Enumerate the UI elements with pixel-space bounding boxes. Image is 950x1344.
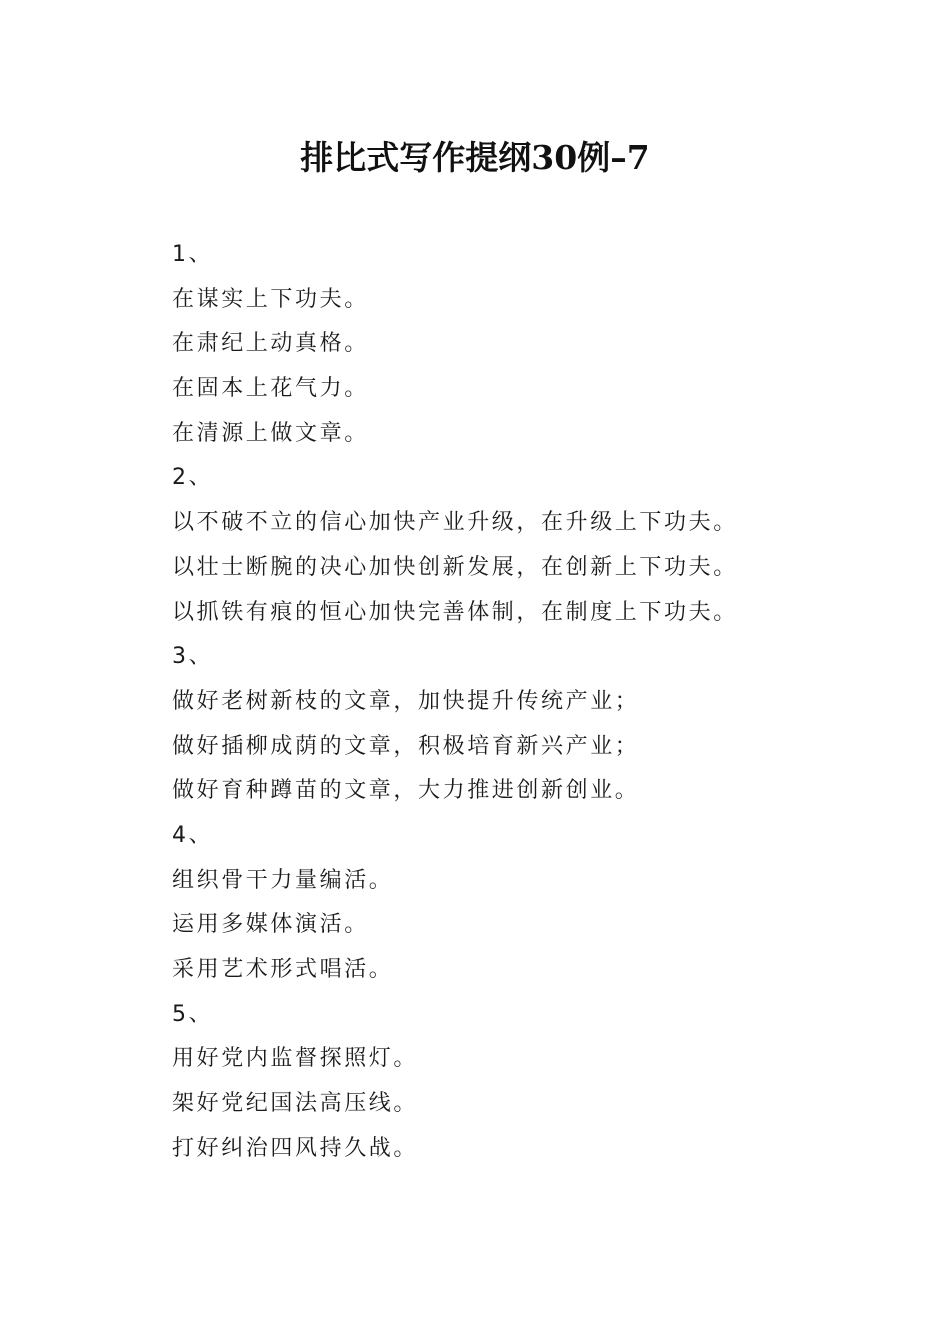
section-number: 3、 xyxy=(172,644,214,670)
text-line: 以抓铁有痕的恒心加快完善体制，在制度上下功夫。 xyxy=(172,599,738,625)
text-line: 用好党内监督探照灯。 xyxy=(172,1046,419,1072)
text-line: 在清源上做文章。 xyxy=(172,420,369,446)
section-number: 2、 xyxy=(172,465,214,491)
section-number: 4、 xyxy=(172,822,214,848)
text-line: 打好纠治四风持久战。 xyxy=(172,1135,419,1161)
text-line: 在固本上花气力。 xyxy=(172,376,369,402)
text-line: 在肃纪上动真格。 xyxy=(172,331,369,357)
text-line: 做好育种蹲苗的文章，大力推进创新创业。 xyxy=(172,778,640,804)
text-line: 采用艺术形式唱活。 xyxy=(172,957,394,982)
document-title: 排比式写作提纲30例–7 xyxy=(300,138,650,177)
text-line: 做好老树新枝的文章，加快提升传统产业； xyxy=(172,688,640,714)
text-line: 在谋实上下功夫。 xyxy=(172,286,369,312)
section-number: 5、 xyxy=(172,1001,214,1027)
text-line: 组织骨干力量编活。 xyxy=(172,867,394,893)
section-number: 1、 xyxy=(172,242,214,267)
text-line: 做好插柳成荫的文章，积极培育新兴产业； xyxy=(172,733,640,759)
text-line: 运用多媒体演活。 xyxy=(172,912,369,938)
text-line: 以不破不立的信心加快产业升级，在升级上下功夫。 xyxy=(172,510,738,536)
text-line: 架好党纪国法高压线。 xyxy=(172,1091,419,1117)
document-body xyxy=(172,233,872,1171)
text-line: 以壮士断腕的决心加快创新发展，在创新上下功夫。 xyxy=(172,554,738,580)
